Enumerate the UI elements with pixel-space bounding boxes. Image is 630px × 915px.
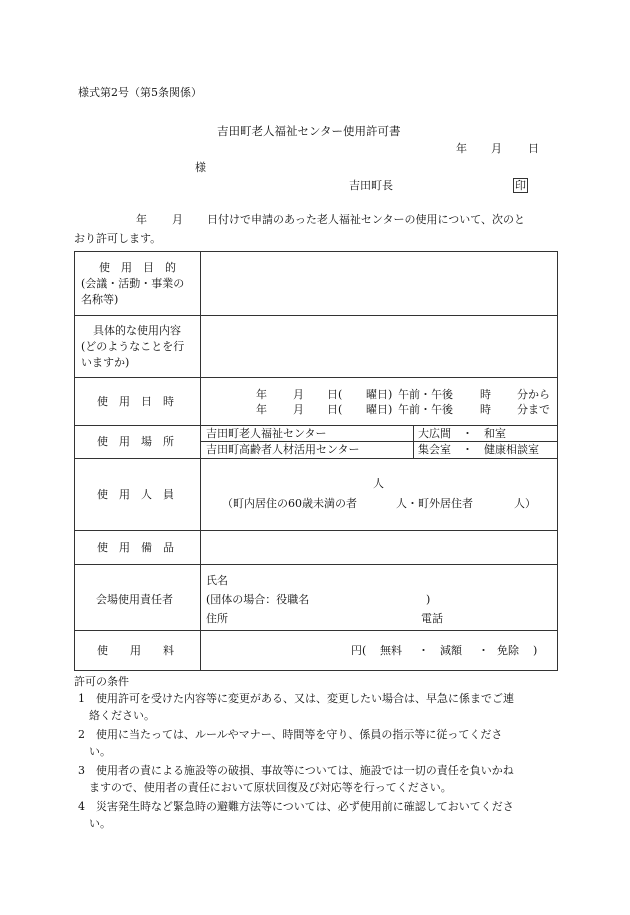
place-column-divider <box>413 425 414 458</box>
issuer-name: 吉田町長 <box>349 179 393 192</box>
date-month-label: 月 <box>491 142 502 155</box>
purpose-label-note-2: 名称等) <box>81 293 119 306</box>
start-weekday-label: 曜日) <box>366 388 393 401</box>
people-breakdown-close: 人） <box>514 497 536 510</box>
start-day-label: 日( <box>327 388 343 401</box>
fee-option-exempt[interactable]: 免除 <box>497 644 519 657</box>
responsible-org-label: (団体の場合：役職名 <box>206 593 310 606</box>
equipment-field[interactable] <box>202 532 556 562</box>
intro-line-2: おり許可します。 <box>74 232 162 245</box>
end-minute-label: 分まで <box>517 403 550 416</box>
people-breakdown-local: （町内居住の60歳未満の者 <box>222 497 357 510</box>
responsible-org-close: ) <box>426 593 431 606</box>
start-year-label: 年 <box>256 388 267 401</box>
condition-item-1-line-2: 絡ください。 <box>78 709 155 722</box>
content-label: 具体的な使用内容 <box>93 324 181 337</box>
condition-item-4-line-2: い。 <box>78 817 111 830</box>
purpose-label-note-1: (会議・活動・事業の <box>81 277 185 290</box>
end-year-label: 年 <box>256 403 267 416</box>
table-row-divider <box>74 377 558 378</box>
end-ampm-label: 午前・午後 <box>398 403 453 416</box>
condition-item-4-line-1: 4 災害発生時など緊急時の避難方法等については、必ず使用前に確認しておいてくださ <box>78 800 514 813</box>
purpose-field[interactable] <box>202 253 556 313</box>
table-row-divider <box>74 315 558 316</box>
facility-2-rooms[interactable]: 集会室 ・ 健康相談室 <box>418 443 539 456</box>
document-title: 吉田町老人福祉センター使用許可書 <box>217 124 401 138</box>
condition-item-2-line-1: 2 使用に当たっては、ルールやマナー、時間等を守り、係員の指示等に従ってくださ <box>78 728 503 741</box>
end-hour-label: 時 <box>480 403 491 416</box>
fee-close-paren: ) <box>533 644 538 657</box>
condition-item-3-line-1: 3 使用者の責による施設等の破損、事故等については、施設では一切の責任を負いかね <box>78 764 514 777</box>
end-weekday-label: 曜日) <box>366 403 393 416</box>
content-label-note-1: (どのようなことを行 <box>81 340 185 353</box>
permit-table <box>74 251 558 671</box>
form-number: 様式第2号（第5条関係） <box>78 86 202 99</box>
facility-2-name: 吉田町高齢者人材活用センター <box>206 443 360 456</box>
condition-item-3-line-2: ますので、使用者の責任において原状回復及び対応等を行ってください。 <box>78 781 452 794</box>
fee-option-separator: ・ <box>418 644 429 657</box>
purpose-label: 使 用 目 的 <box>99 261 176 274</box>
table-row-divider <box>74 630 558 631</box>
content-field[interactable] <box>202 317 556 375</box>
place-subrow-divider <box>200 441 558 442</box>
fee-option-reduced[interactable]: 減額 <box>440 644 462 657</box>
start-hour-label: 時 <box>480 388 491 401</box>
fee-label: 使 用 料 <box>97 644 174 657</box>
facility-1-rooms[interactable]: 大広間 ・ 和室 <box>418 427 506 440</box>
intro-line-1: 日付けで申請のあった老人福祉センターの使用について、次のと <box>207 213 526 226</box>
people-unit: 人 <box>373 477 384 490</box>
facility-1-name: 吉田町老人福祉センター <box>206 427 327 440</box>
condition-item-2-line-2: い。 <box>78 745 111 758</box>
end-month-label: 月 <box>293 403 304 416</box>
condition-item-1-line-1: 1 使用許可を受けた内容等に変更がある、又は、変更したい場合は、早急に係までご連 <box>78 692 514 705</box>
intro-month: 月 <box>172 213 183 226</box>
equipment-label: 使 用 備 品 <box>97 541 174 554</box>
start-minute-label: 分から <box>517 388 550 401</box>
date-day-label: 日 <box>528 142 539 155</box>
addressee-suffix: 様 <box>195 161 206 174</box>
content-label-note-2: いますか) <box>81 356 130 369</box>
start-month-label: 月 <box>293 388 304 401</box>
end-day-label: 日( <box>327 403 343 416</box>
table-row-divider <box>74 425 558 426</box>
responsible-phone-label: 電話 <box>421 612 443 625</box>
people-breakdown-outside: 人・町外居住者 <box>396 497 473 510</box>
table-row-divider <box>74 564 558 565</box>
start-ampm-label: 午前・午後 <box>398 388 453 401</box>
intro-year: 年 <box>136 213 147 226</box>
fee-option-separator: ・ <box>478 644 489 657</box>
responsible-address-label: 住所 <box>206 612 228 625</box>
table-row-divider <box>74 530 558 531</box>
datetime-label: 使 用 日 時 <box>97 395 174 408</box>
responsible-label: 会場使用責任者 <box>96 593 173 606</box>
seal-mark: 印 <box>515 179 526 192</box>
date-year-label: 年 <box>456 142 467 155</box>
table-row-divider <box>74 458 558 459</box>
table-column-divider <box>200 251 201 671</box>
responsible-name-label: 氏名 <box>206 574 228 587</box>
place-label: 使 用 場 所 <box>97 435 174 448</box>
fee-yen-label: 円( <box>351 644 367 657</box>
fee-option-free[interactable]: 無料 <box>380 644 402 657</box>
people-label: 使 用 人 員 <box>97 488 174 501</box>
conditions-heading: 許可の条件 <box>74 675 129 688</box>
